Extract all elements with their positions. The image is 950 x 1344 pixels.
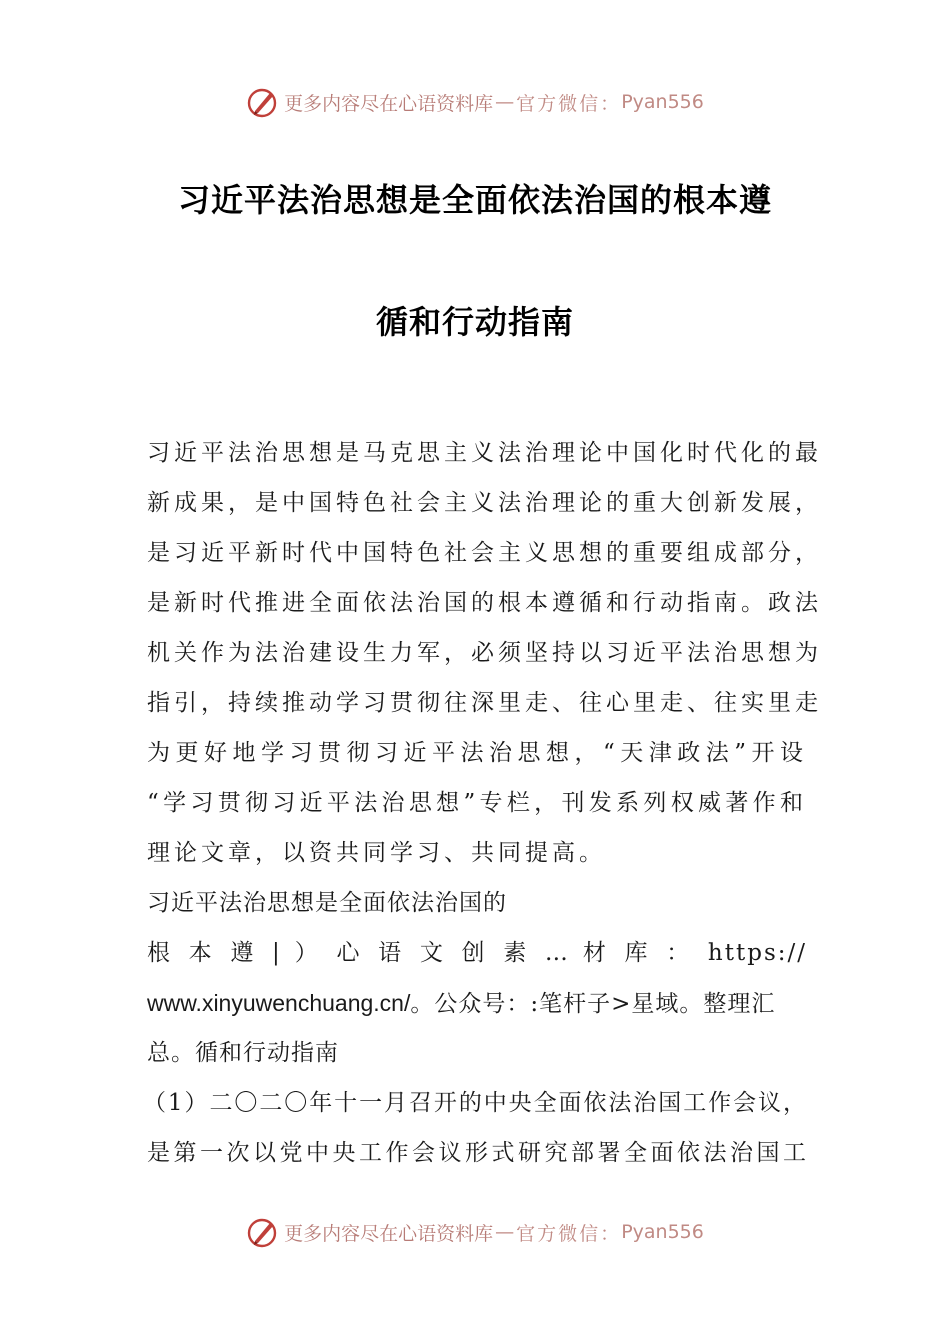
- pen-logo-icon: [246, 85, 280, 119]
- pen-logo-icon: [246, 1215, 280, 1249]
- document-body: [143, 428, 822, 1178]
- spaced-line: 根 本 遵 | ） 心 语 文 创 素 … 材 库 ： https://: [147, 940, 807, 966]
- body-line: 习近平法治思想是马克思主义法治理论中国化时代化的最: [147, 440, 822, 466]
- sub-heading: 习近平法治思想是全面依法治国的: [147, 890, 507, 916]
- banner-separator: —: [495, 1221, 515, 1243]
- body-line: 是新时代推进全面依法治国的根本遵循和行动指南。政法: [147, 590, 822, 616]
- item-line: 是第一次以党中央工作会议形式研究部署全面依法治国工: [147, 1140, 807, 1166]
- banner-main-text: 更多内容尽在心语资料库: [284, 92, 494, 115]
- banner-wechat-id: Pyan556: [621, 91, 704, 113]
- document-title-line-2: 循和行动指南: [375, 303, 574, 341]
- banner-separator: —: [495, 91, 515, 113]
- banner-main-text: 更多内容尽在心语资料库: [284, 1222, 494, 1245]
- body-line: 为更好地学习贯彻习近平法治思想，“天津政法”开设: [147, 740, 807, 766]
- header-banner: [0, 82, 950, 122]
- banner-wechat-label: 官方微信：: [516, 92, 622, 115]
- end-line: 总。循和行动指南: [147, 1040, 339, 1066]
- footer-banner: [0, 1212, 950, 1252]
- body-line: “学习贯彻习近平法治思想”专栏，刊发系列权威著作和: [147, 790, 807, 816]
- website-link[interactable]: www.xinyuwenchuang.cn/: [147, 990, 411, 1016]
- document-title-line-1: 习近平法治思想是全面依法治国的根本遵: [177, 181, 772, 219]
- url-line: [147, 978, 807, 1028]
- banner-wechat-id: Pyan556: [621, 1221, 704, 1243]
- body-line: 理论文章，以资共同学习、共同提高。: [147, 840, 606, 866]
- body-line: 新成果，是中国特色社会主义法治理论的重大创新发展，: [147, 490, 822, 516]
- body-line: 指引，持续推动学习贯彻往深里走、往心里走、往实里走: [147, 690, 822, 716]
- item-line: （1）二〇二〇年十一月召开的中央全面依法治国工作会议，: [143, 1090, 807, 1116]
- body-line: 是习近平新时代中国特色社会主义思想的重要组成部分，: [147, 540, 822, 566]
- body-line: 机关作为法治建设生力军，必须坚持以习近平法治思想为: [147, 640, 822, 666]
- banner-wechat-label: 官方微信：: [516, 1222, 622, 1245]
- url-line-rest: 。公众号：:笔杆子>星域。整理汇: [410, 991, 776, 1017]
